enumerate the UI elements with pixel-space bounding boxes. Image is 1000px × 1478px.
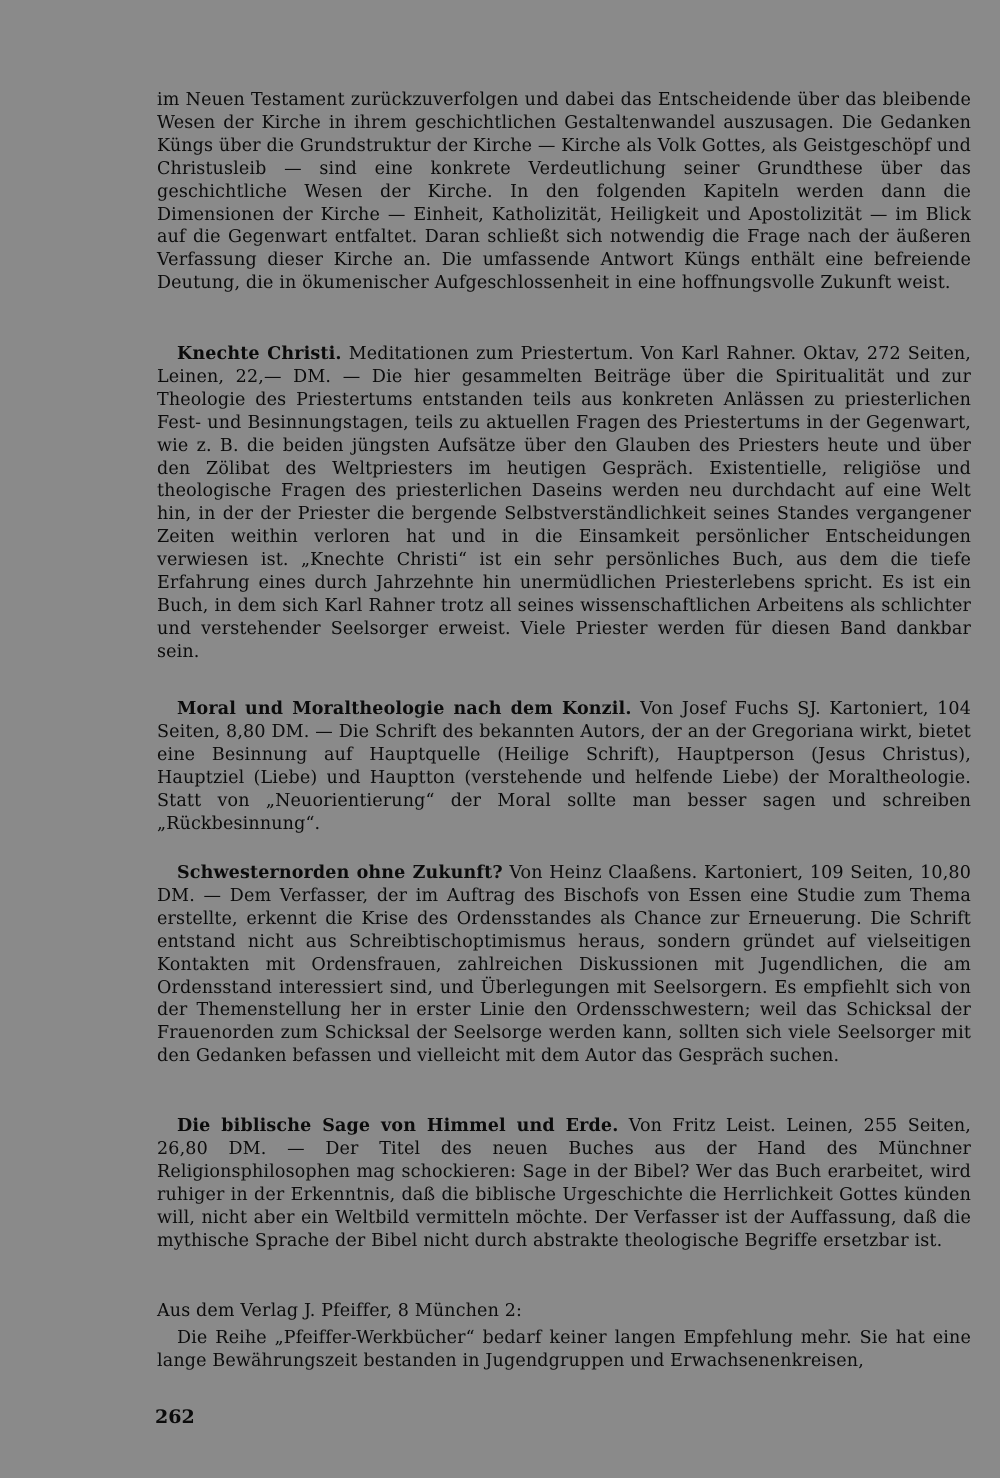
review-schwesternorden (157, 862, 971, 1068)
review-text: Von Josef Fuchs SJ. Kartoniert, 104 Seiten, 8,80 DM. — Die Schrift des bekannten Autors, der an der Gregoriana wirkt, bietet eine Besinnung auf Hauptquelle (Heilige Schrift), Hauptperson (Jesus Christus), Hauptziel (Liebe) und Hauptton (verstehende und helfende Liebe) der Moraltheologie. Statt von „Neuorientierung“ der Moral sollte man besser sagen und schreiben „Rückbesinnung“. (157, 699, 971, 834)
review-knechte-christi (157, 343, 971, 664)
review-paragraph (157, 698, 971, 835)
review-paragraph (157, 1115, 971, 1252)
publisher-heading (157, 1300, 971, 1323)
book-title: Die biblische Sage von Himmel und Erde. (177, 1116, 619, 1136)
review-paragraph (157, 343, 971, 664)
review-text: Von Heinz Claaßens. Kartoniert, 109 Seiten, 10,80 DM. — Dem Verfasser, der im Auftrag des Bischofs von Essen eine Studie zum Thema erstellte, erkennt die Krise des Ordensstandes als Chance zur Erneuerung. Die Schrift entstand nicht aus Schreibtischoptimismus heraus, sondern gründet auf vielseitigen Kontakten mit Ordensfrauen, zahlreichen Diskussionen mit Jugendlichen, die am Ordensstand interessiert sind, und Überlegungen mit Seelsorgern. Es empfiehlt sich von der Themenstellung her in erster Linie den Ordensschwestern; weil das Schicksal der Frauenorden zum Schicksal der Seelsorge werden kann, sollten sich viele Seelsorger mit den Gedanken befassen und vielleicht mit dem Autor das Gespräch suchen. (157, 863, 971, 1067)
series-paragraph (157, 1327, 971, 1373)
review-text: Meditationen zum Priestertum. Von Karl Rahner. Oktav, 272 Seiten, Leinen, 22,— DM. — Die hier gesammelten Beiträge über die Spiritualität und zur Theologie des Priestertums entstanden teils aus konkreten Anlässen zu priesterlichen Fest- und Besinnungstagen, teils zu aktuellen Fragen des Priestertums in der Gegenwart, wie z. B. die beiden jüngsten Aufsätze über den Glauben des Priesters heute und über den Zölibat des Weltpriesters im heutigen Gespräch. Existentielle, religiöse und theologische Fragen des priesterlichen Daseins werden neu durchdacht auf eine Welt hin, in der der Priester die bergende Selbstverständlichkeit seines Standes vergangener Zeiten weithin verloren hat und in die Einsamkeit persönlicher Entscheidungen verwiesen ist. „Knechte Christi“ ist ein sehr persönliches Buch, aus dem die tiefe Erfahrung eines durch Jahrzehnte hin unermüdlichen Priesterlebens spricht. Es ist ein Buch, in dem sich Karl Rahner trotz all seines wissenschaftlichen Arbeitens als schlichter und verstehender Seelsorger erweist. Viele Priester werden für diesen Band dankbar sein. (157, 344, 971, 662)
publisher-text: Aus dem Verlag J. Pfeiffer, 8 München 2: (157, 1301, 523, 1321)
book-title: Moral und Moraltheologie nach dem Konzil. (177, 699, 632, 719)
review-biblische-sage (157, 1115, 971, 1252)
intro-text: im Neuen Testament zurückzuverfolgen und dabei das Entscheidende über das bleibende Wesen der Kirche in ihrem geschichtlichen Gestaltenwandel auszusagen. Die Gedanken Küngs über die Grundstruktur der Kirche — Kirche als Volk Gottes, als Geistgeschöpf und Christusleib — sind eine konkrete Verdeutlichung seiner Grundthese über das geschichtliche Wesen der Kirche. In den folgenden Kapiteln werden dann die Dimensionen der Kirche — Einheit, Katholizität, Heiligkeit und Apostolizität — im Blick auf die Gegenwart entfaltet. Daran schließt sich notwendig die Frage nach der äußeren Verfassung dieser Kirche an. Die umfassende Antwort Küngs enthält eine befreiende Deutung, die in ökumenischer Aufgeschlossenheit in eine hoffnungsvolle Zukunft weist. (157, 90, 971, 294)
book-title: Knechte Christi. (177, 344, 342, 364)
review-paragraph (157, 862, 971, 1068)
book-title: Schwesternorden ohne Zukunft? (177, 863, 503, 883)
page-number: 262 (155, 1406, 195, 1428)
review-text: Von Fritz Leist. Leinen, 255 Seiten, 26,80 DM. — Der Titel des neuen Buches aus der Hand des Münchner Religionsphilosophen mag schockieren: Sage in der Bibel? Wer das Buch erarbeitet, wird ruhiger in der Erkenntnis, daß die biblische Urgeschichte die Herrlichkeit Gottes künden will, nicht aber ein Weltbild vermitteln möchte. Der Verfasser ist der Auffassung, daß die mythische Sprache der Bibel nicht durch abstrakte theologische Begriffe ersetzbar ist. (157, 1116, 972, 1251)
intro-paragraph (157, 89, 971, 295)
series-text: Die Reihe „Pfeiffer-Werkbücher“ bedarf keiner langen Empfehlung mehr. Sie hat eine lange Bewährungszeit bestanden in Jugendgruppen und Erwachsenenkreisen, (157, 1328, 971, 1371)
review-moral (157, 698, 971, 835)
